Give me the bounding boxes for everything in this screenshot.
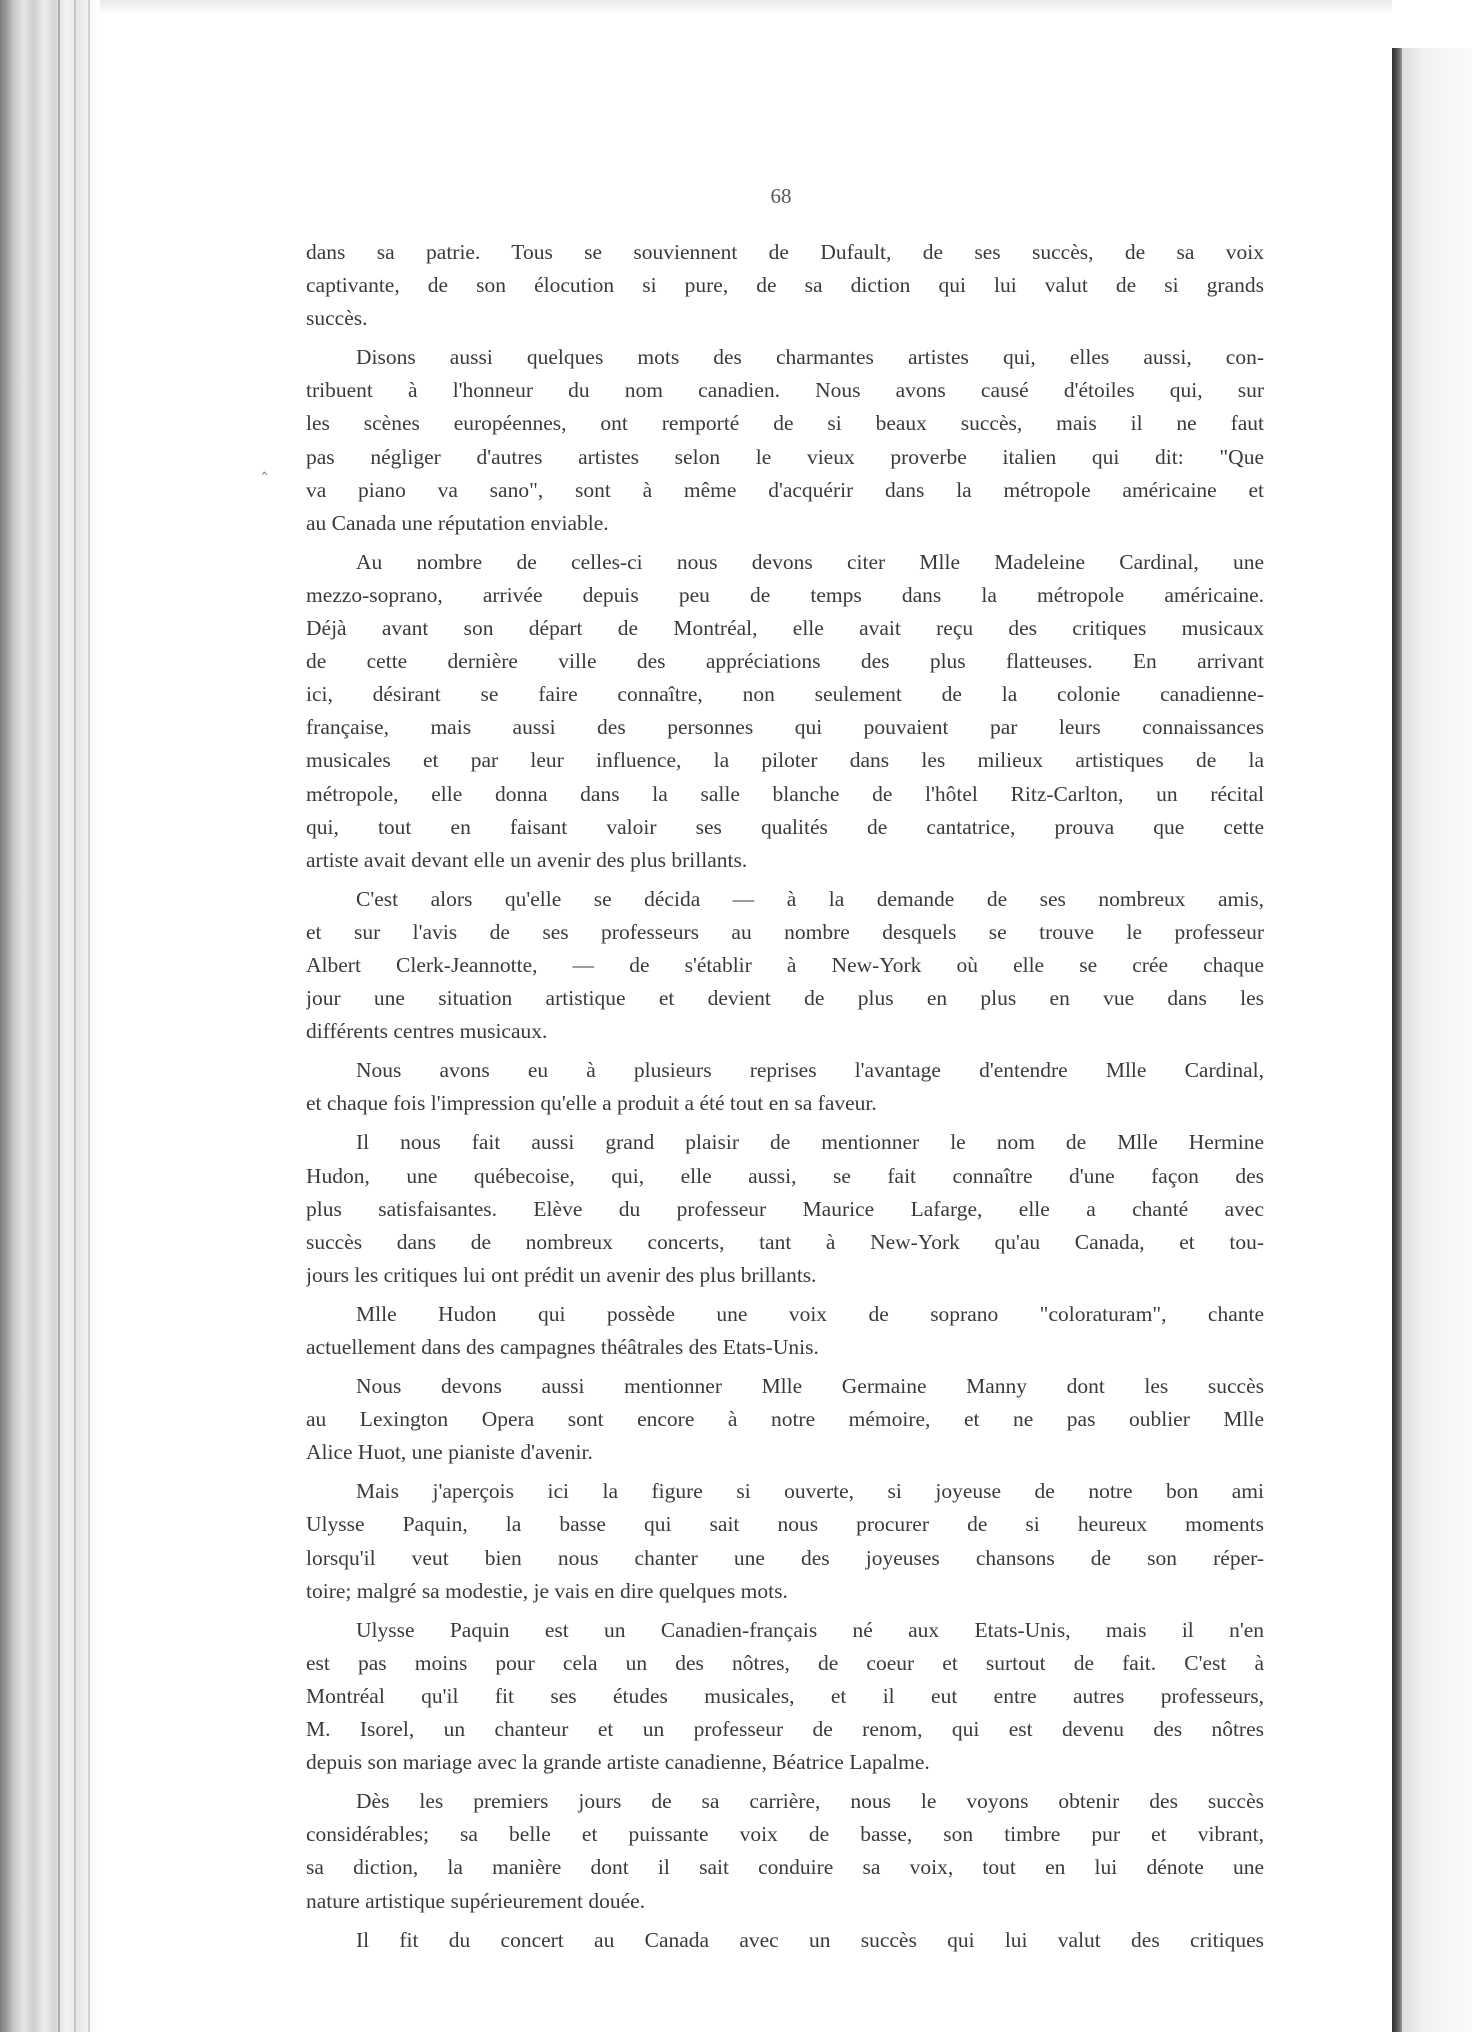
text-line: nature artistique supérieurement douée.: [306, 1888, 646, 1913]
text-line: les scènes européennes, ont remporté de si beaux succès, mais il ne faut: [306, 411, 1264, 436]
text-line: est pas moins pour cela un des nôtres, de coeur et surtout de fait. C'est à: [306, 1650, 1264, 1675]
text-line: au Lexington Opera sont encore à notre mémoire, et ne pas oublier Mlle: [306, 1407, 1264, 1432]
text-line: artiste avait devant elle un avenir des plus brillants.: [306, 847, 748, 872]
text-line: M. Isorel, un chanteur et un professeur de renom, qui est devenu des nôtres: [306, 1717, 1264, 1742]
text-line: considérables; sa belle et puissante voix de basse, son timbre pur et vibrant,: [306, 1822, 1264, 1847]
text-line: lorsqu'il veut bien nous chanter une des joyeuses chansons de son réper-: [306, 1545, 1264, 1570]
text-line: dans sa patrie. Tous se souviennent de Dufault, de ses succès, de sa voix: [306, 240, 1264, 264]
text-line: et chaque fois l'impression qu'elle a produit a été tout en sa faveur.: [306, 1091, 877, 1116]
text-line: toire; malgré sa modestie, je vais en dire quelques mots.: [306, 1578, 788, 1603]
gutter-page-edge: [74, 0, 76, 2032]
text-line: Mlle Hudon qui possède une voix de soprano "coloraturam", chante: [356, 1301, 1264, 1326]
text-line: Il nous fait aussi grand plaisir de mentionner le nom de Mlle Hermine: [356, 1130, 1264, 1155]
text-line: Ulysse Paquin est un Canadien-français né aux Etats-Unis, mais il n'en: [356, 1617, 1264, 1642]
paragraph: [306, 1785, 1264, 1917]
text-line: Ulysse Paquin, la basse qui sait nous procurer de si heureux moments: [306, 1512, 1264, 1537]
text-line: jour une situation artistique et devient de plus en plus en vue dans les: [306, 986, 1264, 1011]
paragraph: [306, 1370, 1264, 1469]
text-line: Disons aussi quelques mots des charmantes artistes qui, elles aussi, con-: [356, 345, 1264, 370]
next-page-edge: [1402, 48, 1472, 2032]
text-line: et sur l'avis de ses professeurs au nombre desquels se trouve le professeur: [306, 919, 1264, 944]
text-line: Alice Huot, une pianiste d'avenir.: [306, 1440, 593, 1465]
text-line: Nous devons aussi mentionner Mlle Germaine Manny dont les succès: [356, 1374, 1264, 1399]
text-line: musicales et par leur influence, la piloter dans les milieux artistiques de la: [306, 748, 1264, 773]
text-line: pas négliger d'autres artistes selon le vieux proverbe italien qui dit: "Que: [306, 444, 1264, 469]
text-line: va piano va sano", sont à même d'acquérir dans la métropole américaine et: [306, 477, 1264, 502]
text-line: sa diction, la manière dont il sait conduire sa voix, tout en lui dénote une: [306, 1855, 1264, 1880]
text-line: captivante, de son élocution si pure, de sa diction qui lui valut de si grands: [306, 273, 1264, 298]
paragraph: [306, 1298, 1264, 1364]
text-line: Nous avons eu à plusieurs reprises l'avantage d'entendre Mlle Cardinal,: [356, 1058, 1264, 1083]
text-line: tribuent à l'honneur du nom canadien. Nous avons causé d'étoiles qui, sur: [306, 378, 1264, 403]
paragraph: [306, 1614, 1264, 1779]
paragraph: [306, 1126, 1264, 1291]
text-line: Hudon, une québecoise, qui, elle aussi, se fait connaître d'une façon des: [306, 1163, 1264, 1188]
gutter-page-edge: [88, 0, 90, 2032]
text-line: Mais j'aperçois ici la figure si ouverte, si joyeuse de notre bon ami: [356, 1479, 1264, 1504]
text-line: Il fit du concert au Canada avec un succès qui lui valut des critiques: [356, 1927, 1264, 1952]
body-text: [306, 236, 1264, 1957]
text-line: qui, tout en faisant valoir ses qualités de cantatrice, prouva que cette: [306, 814, 1264, 839]
text-line: au Canada une réputation enviable.: [306, 510, 609, 535]
text-line: Dès les premiers jours de sa carrière, nous le voyons obtenir des succès: [356, 1789, 1264, 1814]
paragraph: [306, 546, 1264, 877]
text-line: actuellement dans des campagnes théâtrales des Etats-Unis.: [306, 1335, 819, 1359]
text-line: Déjà avant son départ de Montréal, elle avait reçu des critiques musicaux: [306, 616, 1264, 641]
paragraph: [306, 883, 1264, 1048]
text-line: Au nombre de celles-ci nous devons citer Mlle Madeleine Cardinal, une: [356, 549, 1264, 574]
text-line: depuis son mariage avec la grande artiste canadienne, Béatrice Lapalme.: [306, 1750, 930, 1775]
text-line: française, mais aussi des personnes qui pouvaient par leurs connaissances: [306, 715, 1264, 740]
text-line: Montréal qu'il fit ses études musicales, et il eut entre autres professeurs,: [306, 1683, 1264, 1708]
text-line: ici, désirant se faire connaître, non seulement de la colonie canadienne-: [306, 682, 1264, 707]
text-line: jours les critiques lui ont prédit un avenir des plus brillants.: [306, 1262, 817, 1287]
text-line: C'est alors qu'elle se décida — à la demande de ses nombreux amis,: [356, 886, 1264, 911]
page-number: 68: [770, 184, 792, 208]
text-line: métropole, elle donna dans la salle blanche de l'hôtel Ritz-Carlton, un récital: [306, 781, 1264, 806]
book-gutter: [0, 0, 100, 2032]
top-shadow: [100, 0, 1392, 14]
text-line: succès dans de nombreux concerts, tant à New-York qu'au Canada, et tou-: [306, 1229, 1264, 1254]
text-line: Albert Clerk-Jeannotte, — de s'établir à New-York où elle se crée chaque: [306, 952, 1264, 977]
paragraph: [306, 1924, 1264, 1957]
text-line: plus satisfaisantes. Elève du professeur Maurice Lafarge, elle a chanté avec: [306, 1196, 1264, 1221]
text-line: de cette dernière ville des appréciations des plus flatteuses. En arrivant: [306, 649, 1264, 674]
paragraph: [306, 341, 1264, 540]
text-line: mezzo-soprano, arrivée depuis peu de temps dans la métropole américaine.: [306, 582, 1264, 607]
paragraph: [306, 1475, 1264, 1607]
text-line: différents centres musicaux.: [306, 1019, 548, 1044]
gutter-page-edge: [58, 0, 60, 2032]
paragraph: [306, 236, 1264, 335]
paragraph: [306, 1054, 1264, 1120]
margin-mark: ˆ: [260, 470, 269, 491]
page-right-edge: [1392, 48, 1402, 2032]
text-line: succès.: [306, 306, 368, 331]
